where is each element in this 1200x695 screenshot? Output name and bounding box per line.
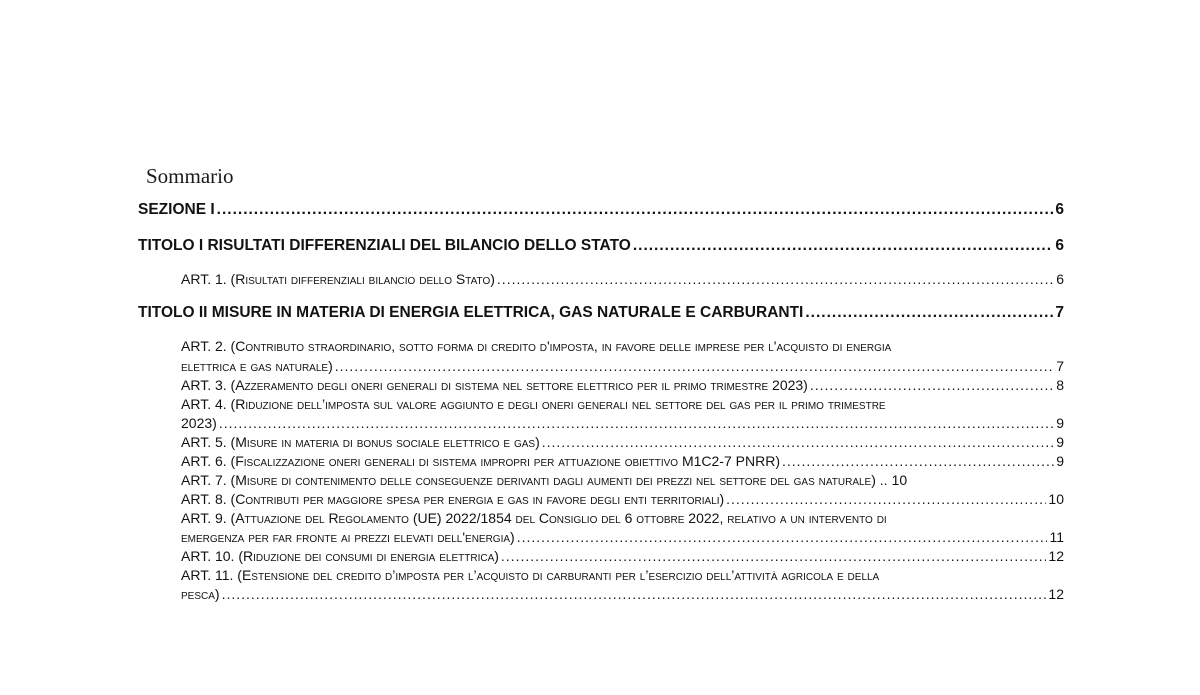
toc-entry-text-line2: pesca) <box>181 586 220 602</box>
toc-entry-art-6[interactable] <box>181 453 1064 469</box>
toc-page-number: 12 <box>1048 548 1064 564</box>
toc-page-number: 7 <box>1056 358 1064 374</box>
toc-page-number: 9 <box>1056 453 1064 469</box>
toc-entry-art-4[interactable] <box>181 396 1064 431</box>
leader-dots <box>217 201 1054 219</box>
leader-dots <box>633 237 1054 255</box>
leader-dots <box>219 415 1054 431</box>
leader-dots <box>517 529 1048 545</box>
toc-entry-text-line2: emergenza per far fronte ai prezzi elevati dell'energia) <box>181 529 515 545</box>
toc-entry-text-line2: elettrica e gas naturale) <box>181 358 333 374</box>
toc-entry-sezione-i[interactable] <box>138 201 1064 219</box>
toc-page-number: 9 <box>1056 415 1064 431</box>
toc-page-number: 12 <box>1048 586 1064 602</box>
toc-entry-art-11[interactable] <box>181 567 1064 602</box>
toc-page-number: 11 <box>1049 529 1064 545</box>
toc-entry-text-line1: ART. 2. (Contributo straordinario, sotto forma di credito d'imposta, in favore delle imprese per l'acquisto di energia <box>181 338 892 354</box>
toc-entry-text: ART. 7. (Misure di contenimento delle conseguenze derivanti dagli aumenti dei prezzi nel settore del gas naturale) .. <box>181 472 888 488</box>
toc-page-number: 10 <box>1048 491 1064 507</box>
table-of-contents <box>138 201 1064 602</box>
leader-dots <box>810 377 1054 393</box>
toc-page-number: 10 <box>891 472 908 488</box>
toc-entry-text-line2: 2023) <box>181 415 217 431</box>
toc-entry-text: ART. 3. (Azzeramento degli oneri generali di sistema nel settore elettrico per il primo trimestre 2023) <box>181 377 808 393</box>
leader-dots <box>335 358 1054 374</box>
leader-dots <box>805 304 1053 322</box>
toc-page-number: 6 <box>1055 237 1064 254</box>
toc-entry-text: ART. 5. (Misure in materia di bonus sociale elettrico e gas) <box>181 434 540 450</box>
toc-entry-text: ART. 10. (Riduzione dei consumi di energia elettrica) <box>181 548 499 564</box>
toc-entry-art-2[interactable] <box>181 338 1064 374</box>
toc-entry-titolo-ii[interactable] <box>138 304 1064 322</box>
leader-dots <box>542 434 1054 450</box>
toc-entry-art-7[interactable] <box>181 472 1064 488</box>
leader-dots <box>222 586 1047 602</box>
toc-entry-text: ART. 6. (Fiscalizzazione oneri generali di sistema impropri per attuazione obiettivo M1C2-7 PNRR) <box>181 453 780 469</box>
toc-entry-text-line1: ART. 11. (Estensione del credito d’imposta per l’acquisto di carburanti per l’esercizio dell’attività agricola e della <box>181 567 880 583</box>
toc-entry-art-8[interactable] <box>181 491 1064 507</box>
toc-page-number: 6 <box>1055 201 1064 218</box>
toc-entry-art-10[interactable] <box>181 548 1064 564</box>
toc-entry-titolo-i[interactable] <box>138 237 1064 255</box>
toc-entry-art-5[interactable] <box>181 434 1064 450</box>
toc-page-number: 9 <box>1056 434 1064 450</box>
toc-page-number: 8 <box>1056 377 1064 393</box>
toc-entry-text: TITOLO II MISURE IN MATERIA DI ENERGIA ELETTRICA, GAS NATURALE E CARBURANTI <box>138 304 804 321</box>
toc-page-number: 7 <box>1055 304 1064 321</box>
toc-entry-text: ART. 1. (Risultati differenziali bilancio dello Stato) <box>181 271 495 287</box>
toc-entry-art-1[interactable] <box>181 271 1064 287</box>
toc-entry-text-line1: ART. 9. (Attuazione del Regolamento (UE) 2022/1854 del Consiglio del 6 ottobre 2022, relativo a un intervento di <box>181 510 887 526</box>
leader-dots <box>726 491 1046 507</box>
toc-entry-text-line1: ART. 4. (Riduzione dell’imposta sul valore aggiunto e degli oneri generali nel settore del gas per il primo trimestre <box>181 396 886 412</box>
leader-dots <box>782 453 1054 469</box>
toc-title: Sommario <box>146 164 234 188</box>
toc-entry-art-9[interactable] <box>181 510 1064 545</box>
toc-entry-text: SEZIONE I <box>138 201 215 218</box>
toc-entry-text: TITOLO I RISULTATI DIFFERENZIALI DEL BILANCIO DELLO STATO <box>138 237 631 254</box>
toc-page-number: 6 <box>1056 271 1064 287</box>
leader-dots <box>497 271 1054 287</box>
leader-dots <box>501 548 1047 564</box>
toc-entry-text: ART. 8. (Contributi per maggiore spesa per energia e gas in favore degli enti territoriali) <box>181 491 725 507</box>
toc-entry-art-3[interactable] <box>181 377 1064 393</box>
